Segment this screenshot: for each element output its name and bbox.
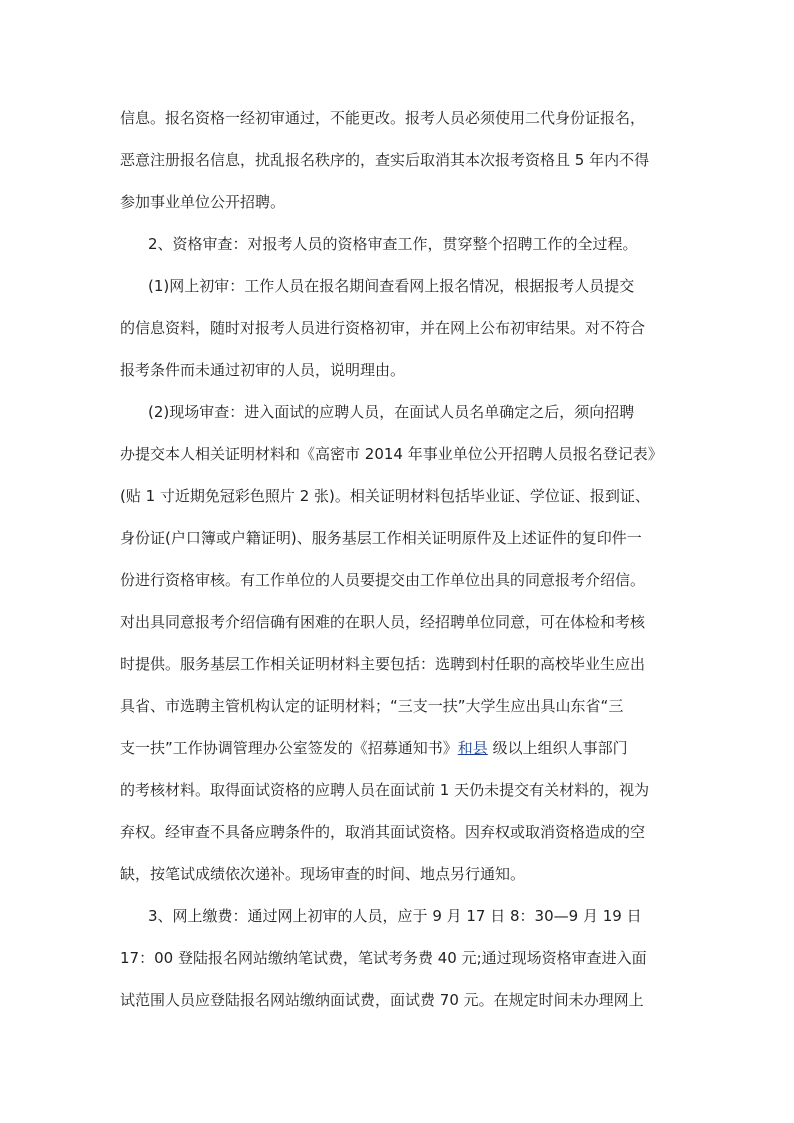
paragraph-line: 信息。报名资格一经初审通过，不能更改。报考人员必须使用二代身份证报名，	[120, 109, 646, 127]
section-heading-line: 2、资格审查：对报考人员的资格审查工作，贯穿整个招聘工作的全过程。	[148, 235, 638, 253]
paragraph-line: (2)现场审查：进入面试的应聘人员，在面试人员名单确定之后，须向招聘	[148, 403, 635, 421]
paragraph-line: 办提交本人相关证明材料和《高密市 2014 年事业单位公开招聘人员报名登记表》	[120, 445, 663, 463]
paragraph-line: 份进行资格审核。有工作单位的人员要提交由工作单位出具的同意报考介绍信。	[120, 571, 646, 589]
paragraph-text: 级以上组织人事部门	[492, 739, 628, 757]
paragraph-line: 的考核材料。取得面试资格的应聘人员在面试前 1 天仍未提交有关材料的，视为	[120, 781, 650, 799]
paragraph-line: 参加事业单位公开招聘。	[120, 193, 286, 211]
paragraph-line: 缺，按笔试成绩依次递补。现场审查的时间、地点另行通知。	[120, 865, 526, 883]
paragraph-line: 身份证(户口簿或户籍证明)、服务基层工作相关证明原件及上述证件的复印件一	[120, 529, 642, 547]
paragraph-line: (贴 1 寸近期免冠彩色照片 2 张)。相关证明材料包括毕业证、学位证、报到证、	[120, 487, 650, 505]
paragraph-text: 支一扶”工作协调管理办公室签发的《招募通知书》	[120, 739, 458, 757]
paragraph-line: 的信息资料，随时对报考人员进行资格初审，并在网上公布初审结果。对不符合	[120, 319, 646, 337]
paragraph-line: 时提供。服务基层工作相关证明材料主要包括：选聘到村任职的高校毕业生应出	[120, 655, 646, 673]
paragraph-line: 17：00 登陆报名网站缴纳笔试费，笔试考务费 40 元;通过现场资格审查进入面	[120, 949, 647, 967]
section-heading-line: 3、网上缴费：通过网上初审的人员，应于 9 月 17 日 8：30—9 月 19 日	[148, 907, 642, 925]
paragraph-line-with-link	[0, 735, 794, 761]
paragraph-line: 弃权。经审查不具备应聘条件的，取消其面试资格。因弃权或取消资格造成的空	[120, 823, 646, 841]
paragraph-line: 具省、市选聘主管机构认定的证明材料；“三支一扶”大学生应出具山东省“三	[120, 697, 624, 715]
paragraph-line: 恶意注册报名信息，扰乱报名秩序的，查实后取消其本次报考资格且 5 年内不得	[120, 151, 650, 169]
hyperlink[interactable]: 和县	[457, 739, 488, 757]
paragraph-line: 报考条件而未通过初审的人员，说明理由。	[120, 361, 406, 379]
paragraph-line: 试范围人员应登陆报名网站缴纳面试费，面试费 70 元。在规定时间未办理网上	[120, 991, 644, 1009]
paragraph-line: (1)网上初审：工作人员在报名期间查看网上报名情况，根据报考人员提交	[148, 277, 635, 295]
paragraph-line: 对出具同意报考介绍信确有困难的在职人员，经招聘单位同意，可在体检和考核	[120, 613, 646, 631]
